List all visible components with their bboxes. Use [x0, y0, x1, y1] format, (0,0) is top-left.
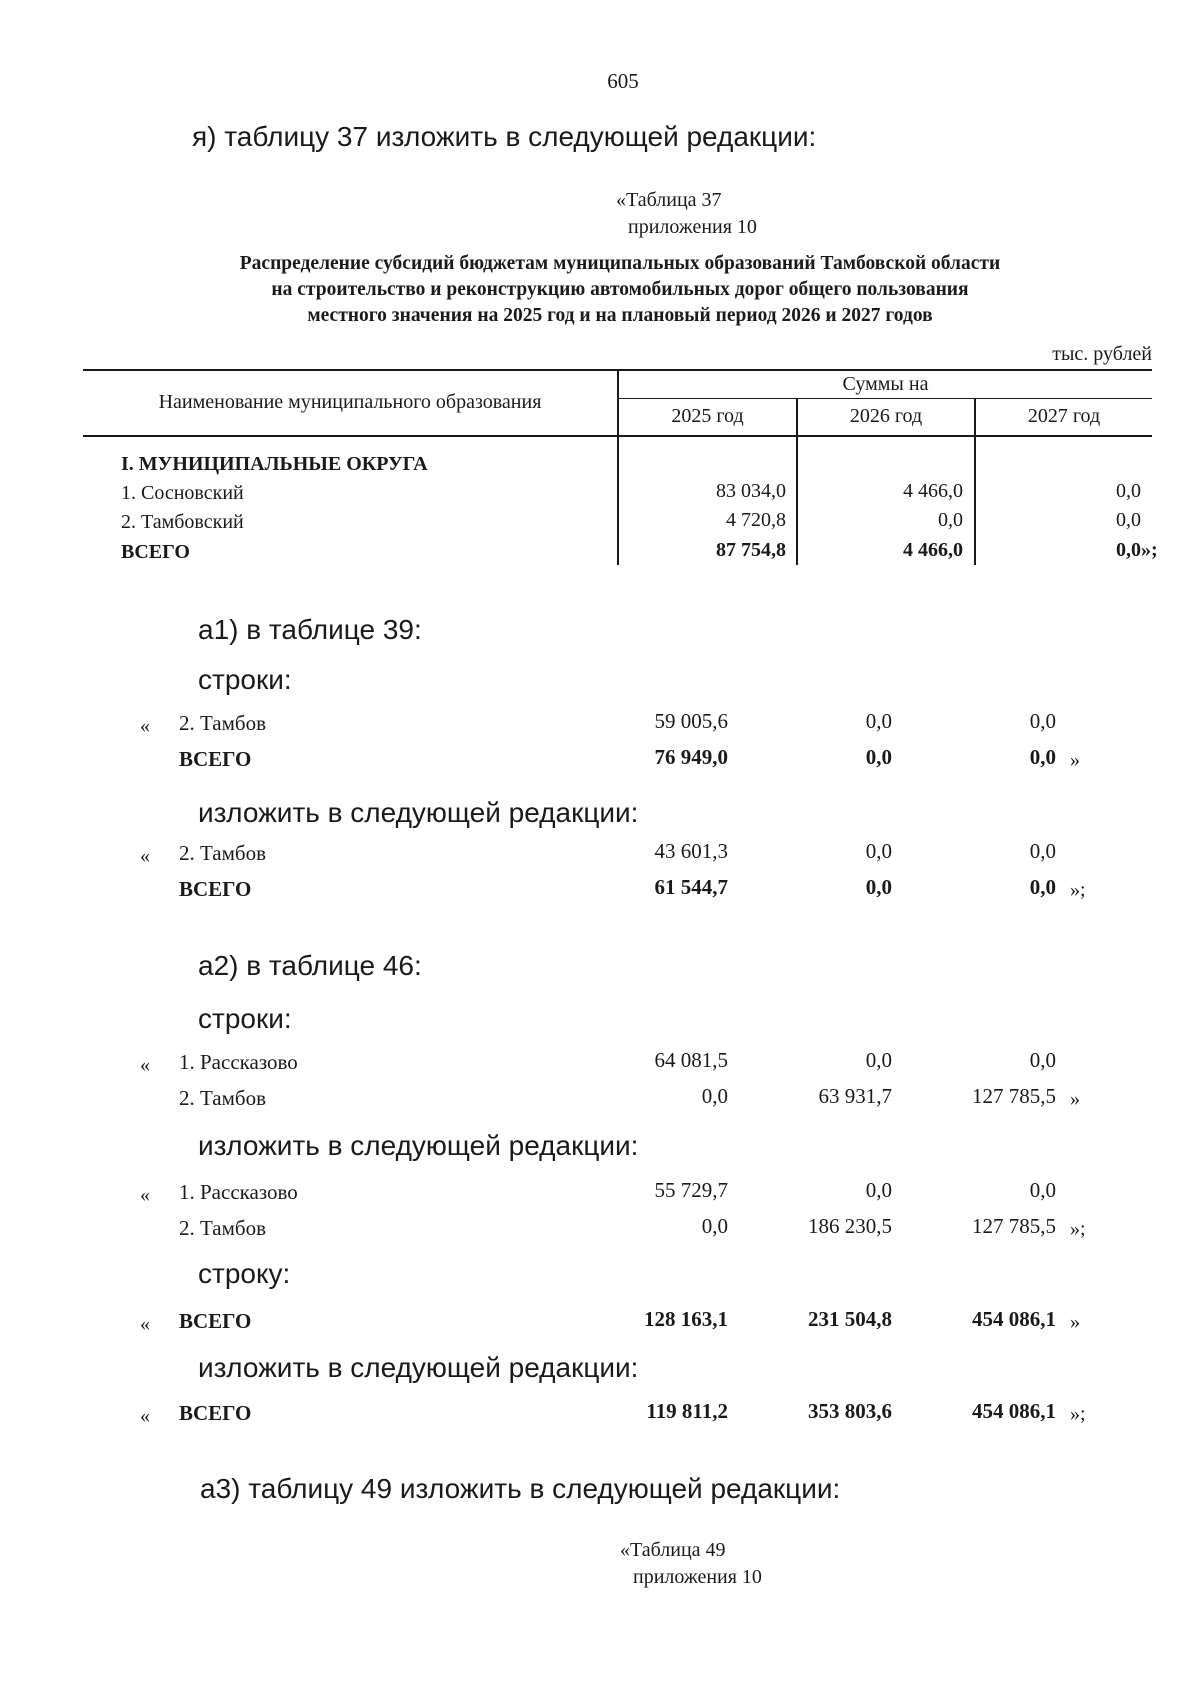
change-row-name: 1. Рассказово — [179, 1050, 298, 1074]
quote-close: »; — [1070, 1403, 1086, 1425]
a2-row-label: строку: — [198, 1258, 291, 1289]
change-row-2026: 0,0 — [865, 709, 892, 733]
header-year-2027: 2027 год — [1027, 405, 1101, 427]
change-row-2027: 0,0 — [1029, 875, 1056, 899]
quote-close: » — [1070, 1088, 1080, 1110]
change-row-2027: 454 086,1 — [972, 1399, 1056, 1423]
quote-open: « — [140, 1184, 150, 1206]
total-name: ВСЕГО — [121, 541, 190, 563]
change-row-name: 2. Тамбов — [179, 711, 267, 735]
table37-title-line2: на строительство и реконструкцию автомобильных дорог общего пользования — [271, 279, 969, 300]
change-row-2025: 59 005,6 — [654, 709, 728, 733]
change-row-2025: 119 811,2 — [646, 1399, 728, 1423]
table37-caption-line1: «Таблица 37 — [616, 189, 722, 211]
change-row-2025: 0,0 — [701, 1214, 728, 1238]
change-row-2026: 0,0 — [865, 839, 892, 863]
column-divider — [617, 369, 619, 565]
change-row-2025: 64 081,5 — [654, 1048, 728, 1072]
total-value-2026: 4 466,0 — [903, 539, 963, 561]
row-value-2027: 0,0 — [1116, 509, 1141, 531]
change-row-2027: 0,0 — [1029, 839, 1056, 863]
quote-close: »; — [1070, 1218, 1086, 1240]
change-row-name: 2. Тамбов — [179, 841, 267, 865]
change-row-2027: 127 785,5 — [972, 1214, 1056, 1238]
table37 — [83, 369, 1158, 565]
change-row-2025: 61 544,7 — [654, 875, 728, 899]
change-row-2025: 0,0 — [701, 1084, 728, 1108]
change-row-2027: 0,0 — [1029, 1048, 1056, 1072]
table37-caption-line2: приложения 10 — [628, 216, 757, 238]
table37-title-line1: Распределение субсидий бюджетам муниципальных образований Тамбовской области — [239, 253, 1001, 274]
table37-unit: тыс. рублей — [1052, 343, 1152, 365]
change-row-name: ВСЕГО — [179, 877, 252, 901]
change-row-name: 2. Тамбов — [179, 1086, 267, 1110]
row-value-2027: 0,0 — [1116, 480, 1141, 502]
table49-caption-line1: «Таблица 49 — [620, 1539, 726, 1561]
quote-open: « — [140, 845, 150, 867]
change-row-2026: 0,0 — [865, 745, 892, 769]
change-row-2025: 76 949,0 — [654, 745, 728, 769]
a1-restate: изложить в следующей редакции: — [198, 797, 639, 828]
change-row-2025: 55 729,7 — [654, 1178, 728, 1202]
row-value-2025: 4 720,8 — [726, 509, 786, 531]
row-value-2025: 83 034,0 — [716, 480, 786, 502]
change-row-2026: 0,0 — [865, 1048, 892, 1072]
quote-open: « — [140, 1313, 150, 1335]
a1-rows-label: строки: — [198, 664, 292, 695]
quote-close: » — [1070, 749, 1080, 771]
total-value-2027: 0,0»; — [1116, 539, 1158, 561]
total-value-2025: 87 754,8 — [716, 539, 786, 561]
table49-caption-line2: приложения 10 — [633, 1566, 762, 1588]
change-row-2027: 454 086,1 — [972, 1307, 1056, 1331]
change-row-2027: 0,0 — [1029, 1178, 1056, 1202]
change-row-2026: 186 230,5 — [808, 1214, 892, 1238]
change-row-2026: 0,0 — [865, 1178, 892, 1202]
change-row-2026: 63 931,7 — [818, 1084, 892, 1108]
table37-title-line3: местного значения на 2025 год и на плановый период 2026 и 2027 годов — [307, 305, 933, 326]
change-row-name: 1. Рассказово — [179, 1180, 298, 1204]
quote-close: »; — [1070, 879, 1086, 901]
header-sums: Суммы на — [842, 373, 929, 395]
header-sub-divider — [617, 398, 1152, 399]
header-name: Наименование муниципального образования — [158, 391, 542, 413]
a1-heading: а1) в таблице 39: — [198, 614, 422, 645]
a2-restate2: изложить в следующей редакции: — [198, 1352, 639, 1383]
change-row-2027: 0,0 — [1029, 745, 1056, 769]
change-row-2026: 0,0 — [865, 875, 892, 899]
page-number: 605 — [607, 69, 639, 93]
change-row-name: ВСЕГО — [179, 1401, 252, 1425]
quote-open: « — [140, 715, 150, 737]
change-row-2025: 43 601,3 — [654, 839, 728, 863]
section-heading: I. МУНИЦИПАЛЬНЫЕ ОКРУГА — [121, 453, 428, 475]
change-row-2025: 128 163,1 — [644, 1307, 728, 1331]
row-name: 2. Тамбовский — [121, 511, 244, 533]
paragraph-ya: я) таблицу 37 изложить в следующей редакции: — [192, 121, 817, 152]
a2-heading: а2) в таблице 46: — [198, 950, 422, 981]
a2-rows-label: строки: — [198, 1003, 292, 1034]
header-year-2026: 2026 год — [849, 405, 923, 427]
change-row-name: 2. Тамбов — [179, 1216, 267, 1240]
change-row-name: ВСЕГО — [179, 1309, 252, 1333]
quote-open: « — [140, 1405, 150, 1427]
header-year-2025: 2025 год — [671, 405, 744, 427]
a2-restate: изложить в следующей редакции: — [198, 1130, 639, 1161]
change-row-2027: 127 785,5 — [972, 1084, 1056, 1108]
change-row-2026: 231 504,8 — [808, 1307, 892, 1331]
change-row-2027: 0,0 — [1029, 709, 1056, 733]
change-row-name: ВСЕГО — [179, 747, 252, 771]
change-row-2026: 353 803,6 — [808, 1399, 892, 1423]
row-name: 1. Сосновский — [121, 482, 244, 504]
quote-open: « — [140, 1054, 150, 1076]
quote-close: » — [1070, 1311, 1080, 1333]
row-value-2026: 4 466,0 — [903, 480, 963, 502]
a3-heading: а3) таблицу 49 изложить в следующей редакции: — [200, 1473, 841, 1504]
row-value-2026: 0,0 — [938, 509, 963, 531]
